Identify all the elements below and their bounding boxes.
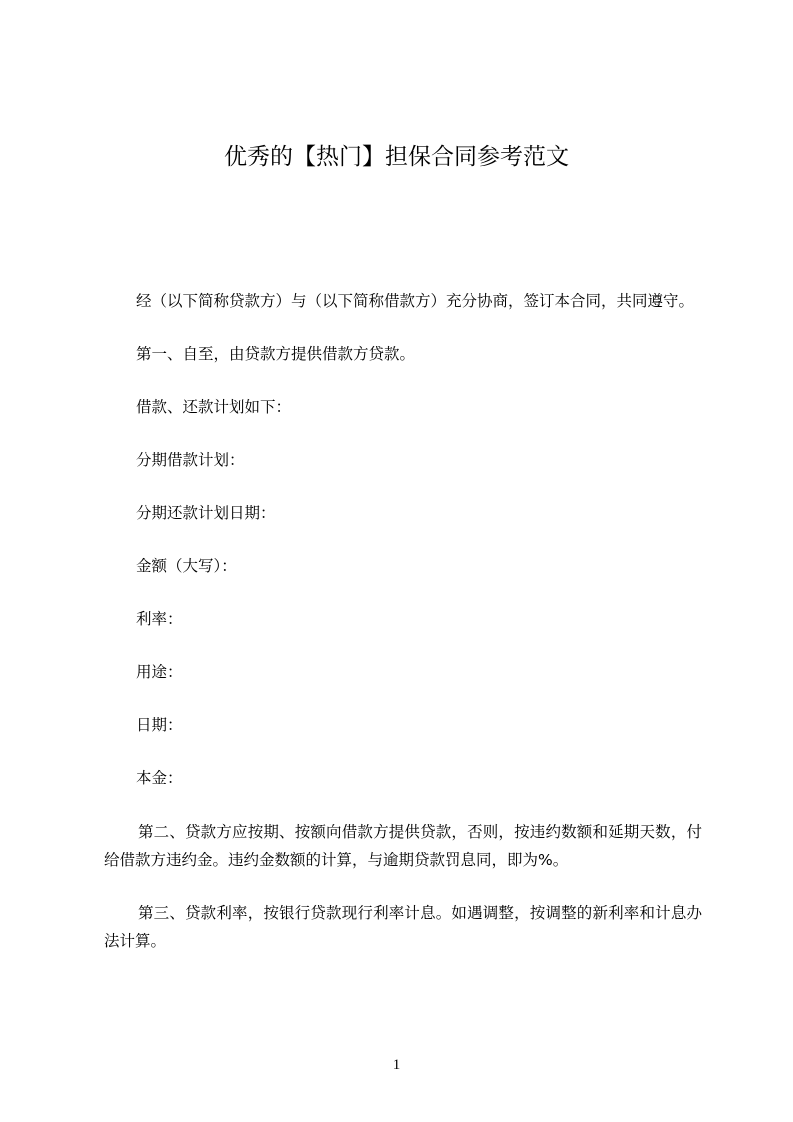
date-label: 日期：	[136, 716, 183, 734]
interest-rate-label: 利率：	[136, 610, 183, 628]
amount-field-label: 金额（大写）：	[136, 557, 237, 575]
installment-borrow-plan: 分期借款计划：	[136, 451, 245, 469]
clause-3-paragraph: 第三、贷款利率，按银行贷款现行利率计息。如遇调整，按调整的新利率和计息办法计算。	[104, 904, 702, 950]
installment-repay-date: 分期还款计划日期：	[136, 504, 276, 522]
clause-2-paragraph: 第二、贷款方应按期、按额向借款方提供贷款，否则，按违约数额和延期天数，付给借款方违约金。违约金数额的计算，与逾期贷款罚息同，即为%。	[104, 823, 702, 869]
loan-plan-heading: 借款、还款计划如下：	[136, 398, 292, 416]
principal-label: 本金：	[136, 769, 183, 787]
intro-paragraph: 经（以下简称贷款方）与（以下简称借款方）充分协商，签订本合同，共同遵守。	[136, 292, 695, 310]
document-title: 优秀的【热门】担保合同参考范文	[224, 144, 569, 170]
purpose-label: 用途：	[136, 663, 183, 681]
clause-1-line: 第一、自至，由贷款方提供借款方贷款。	[136, 345, 416, 363]
page-number: 1	[392, 1057, 401, 1073]
